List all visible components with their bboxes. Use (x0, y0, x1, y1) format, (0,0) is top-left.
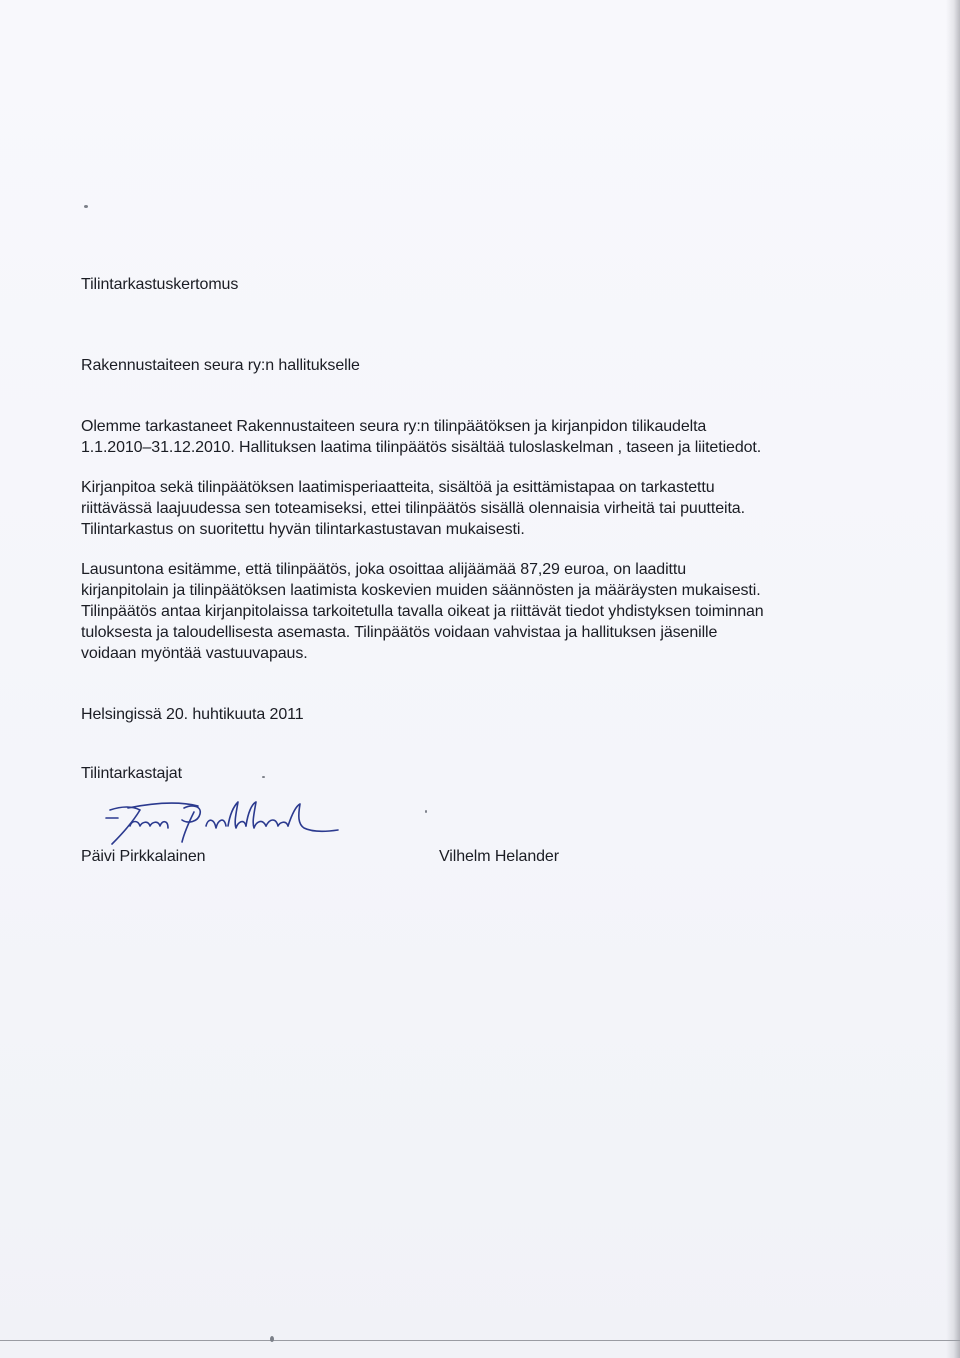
paragraph-line: riittävässä laajuudessa sen toteamiseksi, ettei tilinpäätös sisällä olennaisia virheitä tai puutteita. (81, 500, 745, 517)
paragraph-statement (81, 559, 764, 664)
paragraph-line: Olemme tarkastaneet Rakennustaiteen seura ry:n tilinpäätöksen ja kirjanpidon tilikaudelta (81, 418, 707, 435)
bottom-rule (0, 1340, 960, 1341)
paragraph-audit-scope (81, 416, 761, 458)
paragraph-line: 1.1.2010–31.12.2010. Hallituksen laatima tilinpäätös sisältää tuloslaskelman , taseen ja liitetiedot. (81, 439, 762, 456)
paragraph-line: kirjanpitolain ja tilinpäätöksen laatimista koskevien muiden säännösten ja määräysten mukaisesti. (81, 582, 761, 599)
paragraph-line: Tilintarkastus on suoritettu hyvän tilintarkastustavan mukaisesti. (81, 521, 525, 538)
paragraph-line: Kirjanpitoa sekä tilinpäätöksen laatimisperiaatteita, sisältöä ja esittämistapaa on tarkastettu (81, 479, 715, 496)
paragraph-line: tuloksesta ja taloudellisesta asemasta. Tilinpäätös voidaan vahvistaa ja hallituksen jäsenille (81, 624, 718, 641)
signer-name-2: Vilhelm Helander (439, 848, 559, 865)
paragraph-line: Lausuntona esitämme, että tilinpäätös, joka osoittaa alijäämää 87,29 euroa, on laadittu (81, 561, 687, 578)
paragraph-line: voidaan myöntää vastuuvapaus. (81, 645, 308, 662)
paragraph-line: Tilinpäätös antaa kirjanpitolaissa tarkoitetulla tavalla oikeat ja riittävät tiedot yhdistyksen toiminnan (81, 603, 764, 620)
paragraph-audit-method (81, 477, 745, 540)
addressee: Rakennustaiteen seura ry:n hallitukselle (81, 357, 360, 374)
scan-speck (425, 810, 427, 813)
page-edge-shadow (946, 0, 960, 1358)
scan-speck (84, 205, 88, 208)
scan-speck (270, 1336, 274, 1342)
signers-heading: Tilintarkastajat (81, 765, 182, 782)
place-and-date: Helsingissä 20. huhtikuuta 2011 (81, 706, 304, 723)
scan-speck (262, 776, 265, 778)
document-title: Tilintarkastuskertomus (81, 276, 239, 293)
signer-name-1: Päivi Pirkkalainen (81, 848, 206, 865)
